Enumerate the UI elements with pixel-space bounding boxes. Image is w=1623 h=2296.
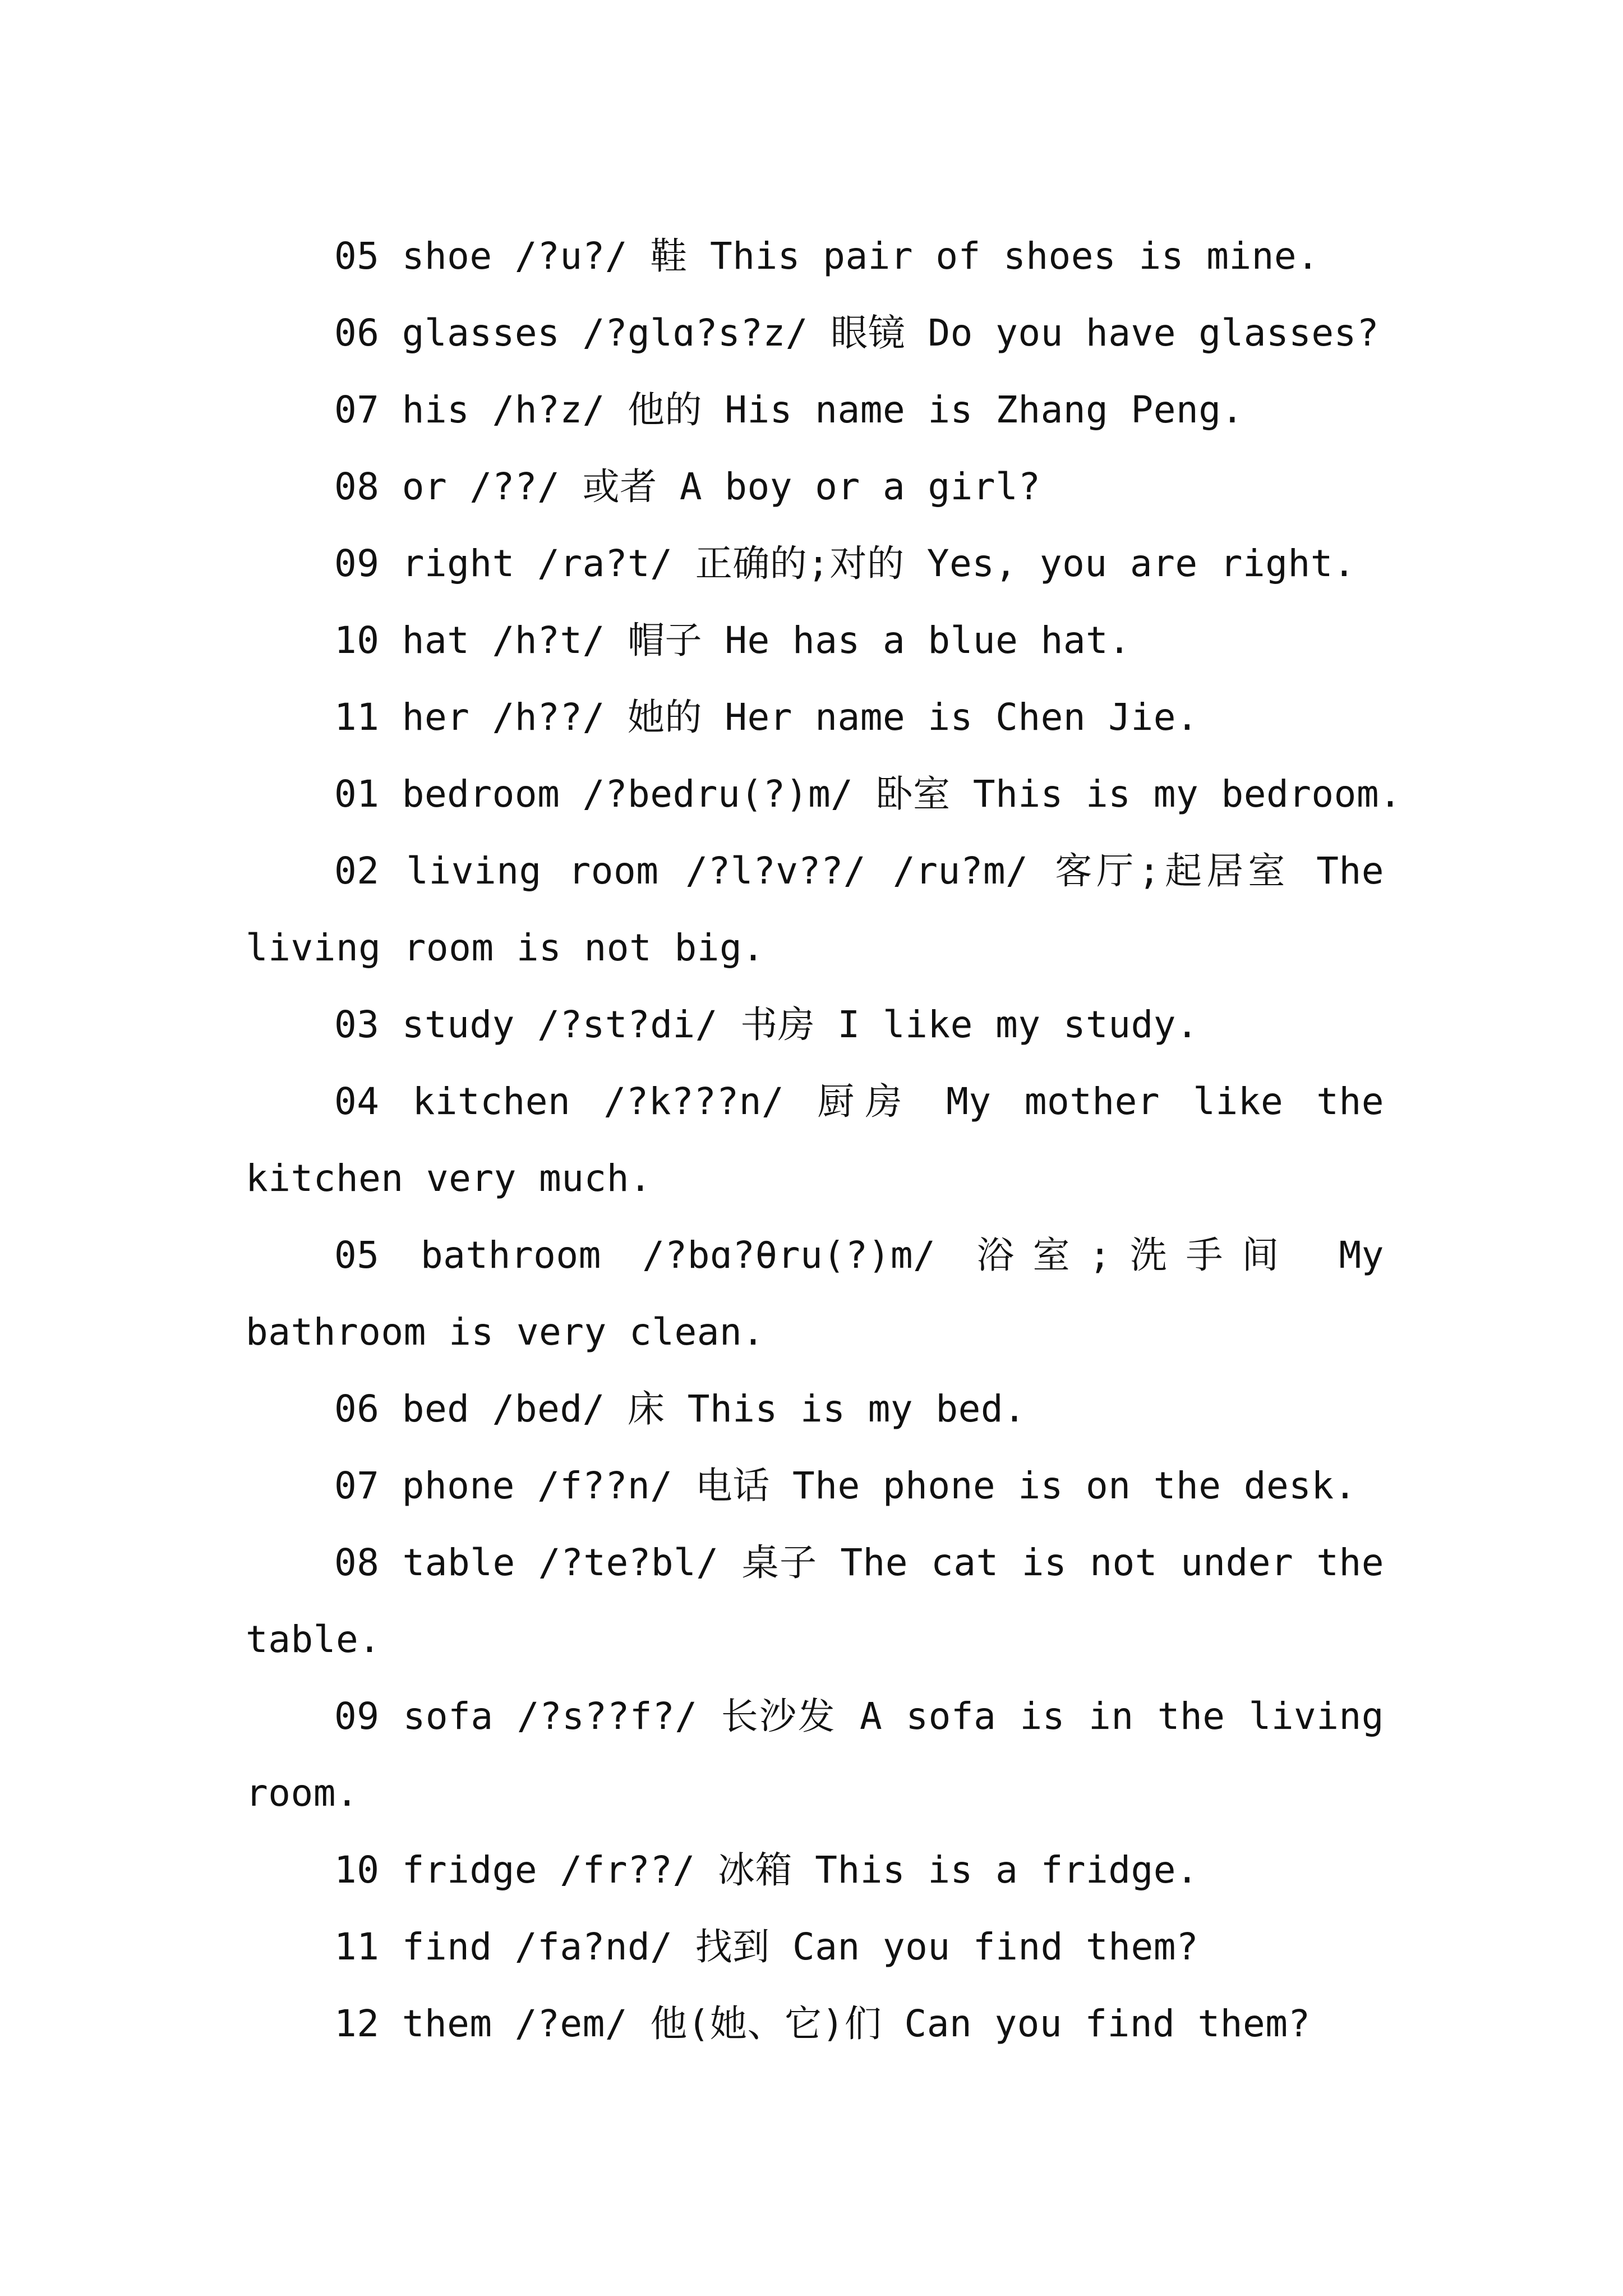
vocab-entry-continuation: room. [246,1772,359,1815]
vocab-entry: 10 fridge /fr??/ 冰箱 This is a fridge. [334,1848,1199,1892]
vocab-entry [246,1217,1384,1370]
vocab-entry: 06 glasses /?glɑ?s?z/ 眼镜 Do you have glasses? [334,311,1380,355]
vocab-entry: 01 bedroom /?bedru(?)m/ 卧室 This is my bedroom. [334,772,1402,816]
vocab-entry: 06 bed /bed/ 床 This is my bed. [334,1387,1026,1430]
vocab-entry: 08 or /??/ 或者 A boy or a girl? [334,465,1041,508]
vocabulary-list [246,218,1402,2062]
vocab-entry-continuation: living room is not big. [246,926,765,969]
vocab-entry-line: 09 sofa /?s??f?/ 长沙发 A sofa is in the living [334,1695,1384,1738]
vocab-entry [246,1524,1384,1678]
vocab-entry-continuation: kitchen very much. [246,1157,652,1200]
vocab-entry: 09 right /ra?t/ 正确的;对的 Yes, you are right. [334,542,1356,585]
vocab-entry: 03 study /?st?di/ 书房 I like my study. [334,1003,1199,1046]
vocab-entry-line: 02 living room /?l?v??/ /ru?m/ 客厅;起居室 The [334,849,1384,892]
vocab-entry: 05 shoe /?u?/ 鞋 This pair of shoes is mine. [334,234,1320,278]
vocab-entry-line: 05 bathroom /?bɑ?θru(?)m/ 浴室;洗手间 My [334,1234,1384,1277]
vocab-entry: 07 phone /f??n/ 电话 The phone is on the desk. [334,1464,1357,1507]
vocab-entry-continuation: table. [246,1618,381,1661]
vocab-entry [246,1063,1384,1217]
vocab-entry: 10 hat /h?t/ 帽子 He has a blue hat. [334,619,1131,662]
vocab-entry: 11 her /h??/ 她的 Her name is Chen Jie. [334,696,1199,739]
vocab-entry: 11 find /fa?nd/ 找到 Can you find them? [334,1925,1199,1968]
vocab-entry-continuation: bathroom is very clean. [246,1310,765,1354]
vocab-entry [246,832,1384,986]
vocab-entry: 07 his /h?z/ 他的 His name is Zhang Peng. [334,388,1244,431]
vocab-entry: 12 them /?em/ 他(她、它)们 Can you find them? [334,2002,1311,2045]
vocab-entry-line: 04 kitchen /?k???n/ 厨房 My mother like the [334,1080,1384,1123]
vocab-entry [246,1678,1384,1832]
vocab-entry-line: 08 table /?te?bl/ 桌子 The cat is not under the [334,1541,1384,1584]
